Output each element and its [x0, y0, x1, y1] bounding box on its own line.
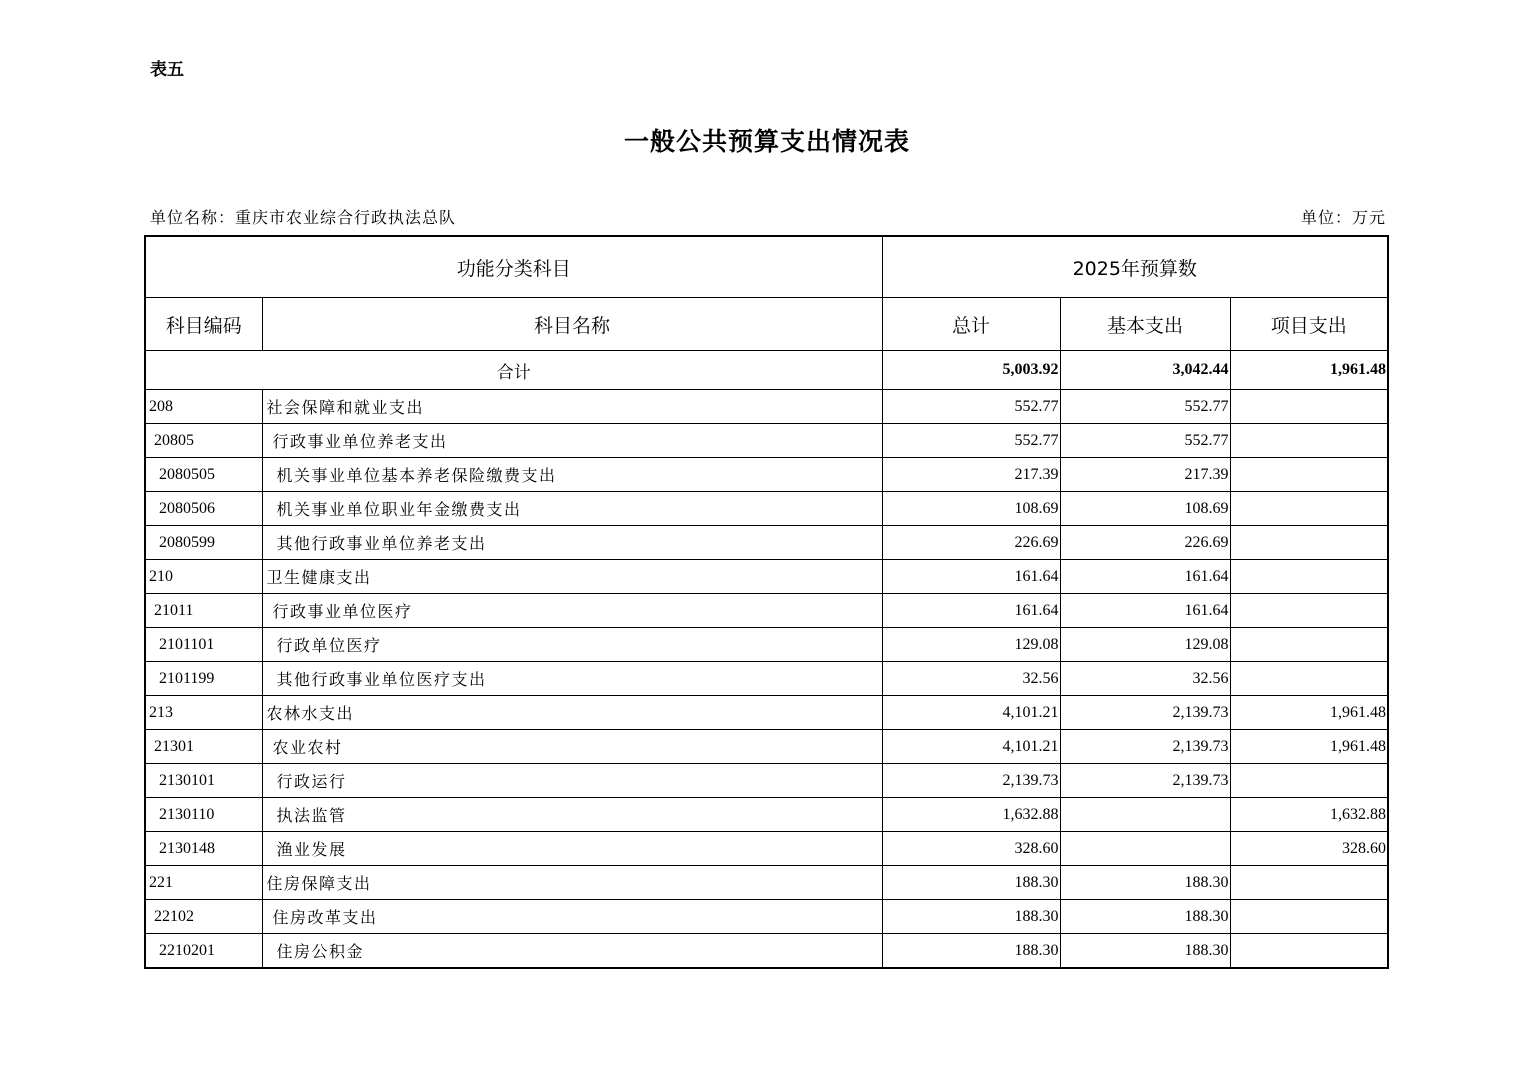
row-name: 农林水支出 — [262, 696, 882, 730]
row-code: 2210201 — [145, 934, 262, 969]
row-basic: 32.56 — [1060, 662, 1230, 696]
table-row — [145, 934, 1388, 969]
row-name: 住房改革支出 — [262, 900, 882, 934]
page-title: 一般公共预算支出情况表 — [623, 127, 910, 156]
row-total: 161.64 — [882, 560, 1060, 594]
row-code: 2080505 — [145, 458, 262, 492]
row-total: 4,101.21 — [882, 730, 1060, 764]
row-total: 1,632.88 — [882, 798, 1060, 832]
row-code: 22102 — [145, 900, 262, 934]
row-total: 552.77 — [882, 424, 1060, 458]
row-basic — [1060, 832, 1230, 866]
header-budget-year: 2025年预算数 — [882, 236, 1388, 298]
row-basic: 188.30 — [1060, 866, 1230, 900]
row-code: 2101199 — [145, 662, 262, 696]
row-code: 210 — [145, 560, 262, 594]
table-row — [145, 832, 1388, 866]
row-code: 221 — [145, 866, 262, 900]
row-project — [1230, 866, 1388, 900]
row-project: 328.60 — [1230, 832, 1388, 866]
row-basic: 188.30 — [1060, 900, 1230, 934]
row-name: 执法监管 — [262, 798, 882, 832]
total-row — [145, 351, 1388, 390]
row-basic: 129.08 — [1060, 628, 1230, 662]
table-row — [145, 730, 1388, 764]
row-project — [1230, 526, 1388, 560]
row-total: 188.30 — [882, 934, 1060, 969]
row-total: 2,139.73 — [882, 764, 1060, 798]
header-total: 总计 — [882, 298, 1060, 351]
total-basic: 3,042.44 — [1060, 351, 1230, 390]
table-row — [145, 866, 1388, 900]
header-basic: 基本支出 — [1060, 298, 1230, 351]
table-row — [145, 458, 1388, 492]
row-project — [1230, 458, 1388, 492]
row-name: 行政事业单位养老支出 — [262, 424, 882, 458]
row-project — [1230, 934, 1388, 969]
row-project: 1,632.88 — [1230, 798, 1388, 832]
row-project — [1230, 764, 1388, 798]
row-code: 2080506 — [145, 492, 262, 526]
row-project — [1230, 424, 1388, 458]
row-name: 行政事业单位医疗 — [262, 594, 882, 628]
row-code: 213 — [145, 696, 262, 730]
row-basic: 552.77 — [1060, 390, 1230, 424]
table-row — [145, 526, 1388, 560]
row-name: 渔业发展 — [262, 832, 882, 866]
total-label: 合计 — [145, 351, 882, 390]
row-total: 161.64 — [882, 594, 1060, 628]
row-project — [1230, 900, 1388, 934]
table-row — [145, 424, 1388, 458]
table-row — [145, 798, 1388, 832]
row-project — [1230, 628, 1388, 662]
row-name: 农业农村 — [262, 730, 882, 764]
row-code: 20805 — [145, 424, 262, 458]
row-total: 32.56 — [882, 662, 1060, 696]
row-basic: 226.69 — [1060, 526, 1230, 560]
row-project: 1,961.48 — [1230, 730, 1388, 764]
row-name: 其他行政事业单位医疗支出 — [262, 662, 882, 696]
row-project — [1230, 390, 1388, 424]
row-total: 4,101.21 — [882, 696, 1060, 730]
row-name: 住房保障支出 — [262, 866, 882, 900]
row-code: 2101101 — [145, 628, 262, 662]
row-code: 21011 — [145, 594, 262, 628]
row-code: 208 — [145, 390, 262, 424]
table-row — [145, 492, 1388, 526]
header-code: 科目编码 — [145, 298, 262, 351]
unit-name-label: 单位名称：重庆市农业综合行政执法总队 — [150, 208, 457, 227]
row-total: 217.39 — [882, 458, 1060, 492]
row-basic: 2,139.73 — [1060, 730, 1230, 764]
table-row — [145, 390, 1388, 424]
row-name: 卫生健康支出 — [262, 560, 882, 594]
table-row — [145, 764, 1388, 798]
row-project — [1230, 662, 1388, 696]
row-basic: 161.64 — [1060, 560, 1230, 594]
table-number: 表五 — [150, 60, 184, 80]
header-functional-classification: 功能分类科目 — [145, 236, 882, 298]
table-row — [145, 696, 1388, 730]
row-code: 2130101 — [145, 764, 262, 798]
row-name: 行政运行 — [262, 764, 882, 798]
row-name: 机关事业单位基本养老保险缴费支出 — [262, 458, 882, 492]
header-name: 科目名称 — [262, 298, 882, 351]
row-total: 226.69 — [882, 526, 1060, 560]
row-basic: 217.39 — [1060, 458, 1230, 492]
row-project — [1230, 560, 1388, 594]
row-code: 2080599 — [145, 526, 262, 560]
row-total: 188.30 — [882, 900, 1060, 934]
row-name: 社会保障和就业支出 — [262, 390, 882, 424]
row-name: 机关事业单位职业年金缴费支出 — [262, 492, 882, 526]
table-row — [145, 560, 1388, 594]
table-row — [145, 900, 1388, 934]
row-basic: 188.30 — [1060, 934, 1230, 969]
row-total: 328.60 — [882, 832, 1060, 866]
row-project — [1230, 594, 1388, 628]
total-project: 1,961.48 — [1230, 351, 1388, 390]
row-project — [1230, 492, 1388, 526]
total-total: 5,003.92 — [882, 351, 1060, 390]
row-project: 1,961.48 — [1230, 696, 1388, 730]
row-basic — [1060, 798, 1230, 832]
row-code: 2130148 — [145, 832, 262, 866]
row-code: 21301 — [145, 730, 262, 764]
row-code: 2130110 — [145, 798, 262, 832]
row-total: 552.77 — [882, 390, 1060, 424]
row-total: 108.69 — [882, 492, 1060, 526]
row-basic: 161.64 — [1060, 594, 1230, 628]
currency-unit-label: 单位：万元 — [1300, 208, 1386, 227]
row-name: 其他行政事业单位养老支出 — [262, 526, 882, 560]
table-row — [145, 628, 1388, 662]
row-name: 行政单位医疗 — [262, 628, 882, 662]
table-row — [145, 594, 1388, 628]
table-row — [145, 662, 1388, 696]
row-basic: 2,139.73 — [1060, 764, 1230, 798]
budget-expenditure-table — [144, 235, 1389, 969]
row-basic: 552.77 — [1060, 424, 1230, 458]
row-total: 188.30 — [882, 866, 1060, 900]
header-project: 项目支出 — [1230, 298, 1388, 351]
row-total: 129.08 — [882, 628, 1060, 662]
row-basic: 2,139.73 — [1060, 696, 1230, 730]
row-name: 住房公积金 — [262, 934, 882, 969]
row-basic: 108.69 — [1060, 492, 1230, 526]
